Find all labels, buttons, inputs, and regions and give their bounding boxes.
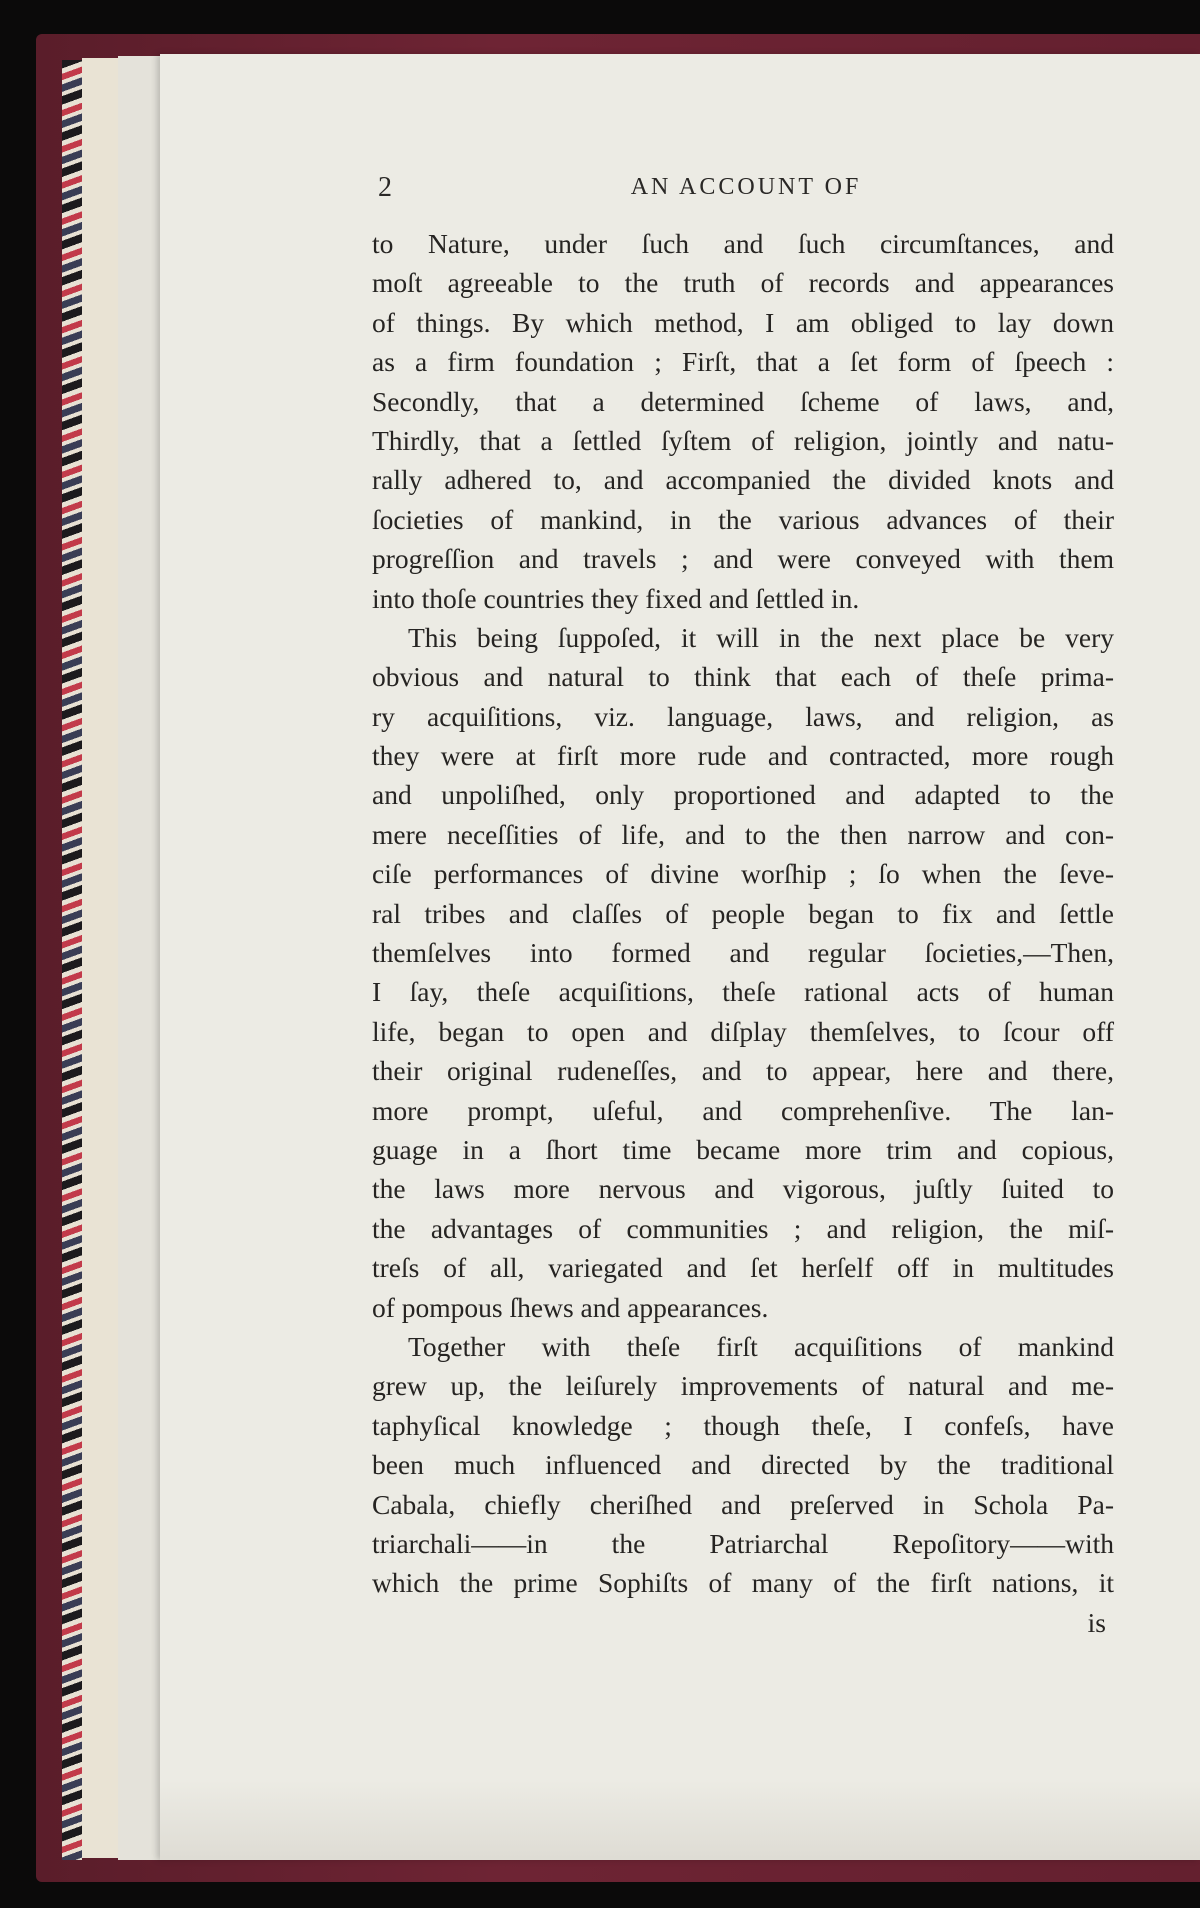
text-line: obvious and natural to think that each of theſe prima- bbox=[372, 661, 1114, 693]
text-line: into thoſe countries they fixed and ſettled in. bbox=[372, 582, 860, 614]
text-line: treſs of all, variegated and ſet herſelf off in multitudes bbox=[372, 1252, 1114, 1284]
text-line: as a firm foundation ; Firſt, that a ſet form of ſpeech : bbox=[372, 346, 1114, 378]
text-line: been much influenced and directed by the traditional bbox=[372, 1449, 1114, 1481]
paragraph-1 bbox=[372, 224, 1114, 618]
text-line: grew up, the leiſurely improvements of natural and me- bbox=[372, 1370, 1114, 1402]
text-line: the laws more nervous and vigorous, juſtly ſuited to bbox=[372, 1173, 1114, 1205]
text-line: taphyſical knowledge ; though theſe, I confeſs, have bbox=[372, 1409, 1114, 1441]
text-line: Cabala, chiefly cheriſhed and preſerved in Schola Pa- bbox=[372, 1488, 1114, 1520]
text-line: ciſe performances of divine worſhip ; ſo when the ſeve- bbox=[372, 858, 1114, 890]
text-line: their original rudeneſſes, and to appear, here and there, bbox=[372, 1055, 1114, 1087]
text-line: they were at firſt more rude and contracted, more rough bbox=[372, 740, 1114, 772]
text-line: I ſay, theſe acquiſitions, theſe rational acts of human bbox=[372, 976, 1114, 1008]
endpaper bbox=[82, 58, 123, 1858]
text-line: of pompous ſhews and appearances. bbox=[372, 1291, 769, 1323]
text-line: and unpoliſhed, only proportioned and adapted to the bbox=[372, 779, 1114, 811]
text-line: which the prime Sophiſts of many of the firſt nations, it bbox=[372, 1567, 1114, 1599]
text-line: guage in a ſhort time became more trim and copious, bbox=[372, 1133, 1114, 1165]
text-line: progreſſion and travels ; and were conveyed with them bbox=[372, 543, 1114, 575]
text-line: ral tribes and claſſes of people began to fix and ſettle bbox=[372, 897, 1114, 929]
text-line: Together with theſe firſt acquiſitions of mankind bbox=[408, 1330, 1114, 1362]
page-number: 2 bbox=[378, 172, 392, 203]
text-line: rally adhered to, and accompanied the divided knots and bbox=[372, 464, 1114, 496]
text-line: triarchali——in the Patriarchal Repoſitory——with bbox=[372, 1527, 1114, 1559]
catchword: is bbox=[1087, 1606, 1106, 1638]
paragraph-3 bbox=[372, 1327, 1114, 1603]
text-line: more prompt, uſeful, and comprehenſive. The lan- bbox=[372, 1094, 1114, 1126]
body-text bbox=[372, 224, 1114, 1642]
paragraph-2 bbox=[372, 618, 1114, 1327]
text-line: to Nature, under ſuch and ſuch circumſtances, and bbox=[372, 228, 1114, 259]
text-line: This being ſuppoſed, it will in the next place be very bbox=[408, 621, 1114, 653]
text-line: Secondly, that a determined ſcheme of laws, and, bbox=[372, 385, 1114, 417]
text-line: themſelves into formed and regular ſocieties,—Then, bbox=[372, 937, 1114, 969]
marbled-endpaper-edge bbox=[62, 60, 82, 1860]
text-line: of things. By which method, I am obliged to lay down bbox=[372, 306, 1114, 338]
text-line: the advantages of communities ; and religion, the miſ- bbox=[372, 1212, 1114, 1244]
text-line: ry acquiſitions, viz. language, laws, and religion, as bbox=[372, 700, 1114, 732]
text-line: ſocieties of mankind, in the various advances of their bbox=[372, 503, 1114, 535]
running-head bbox=[378, 172, 1114, 212]
text-line: moſt agreeable to the truth of records and appearances bbox=[372, 267, 1114, 299]
text-line: Thirdly, that a ſettled ſyſtem of religion, jointly and natu- bbox=[372, 424, 1114, 456]
running-head-title: AN ACCOUNT OF bbox=[630, 174, 862, 200]
text-line: mere neceſſities of life, and to the then narrow and con- bbox=[372, 818, 1114, 850]
text-line: life, began to open and diſplay themſelves, to ſcour off bbox=[372, 1015, 1114, 1047]
